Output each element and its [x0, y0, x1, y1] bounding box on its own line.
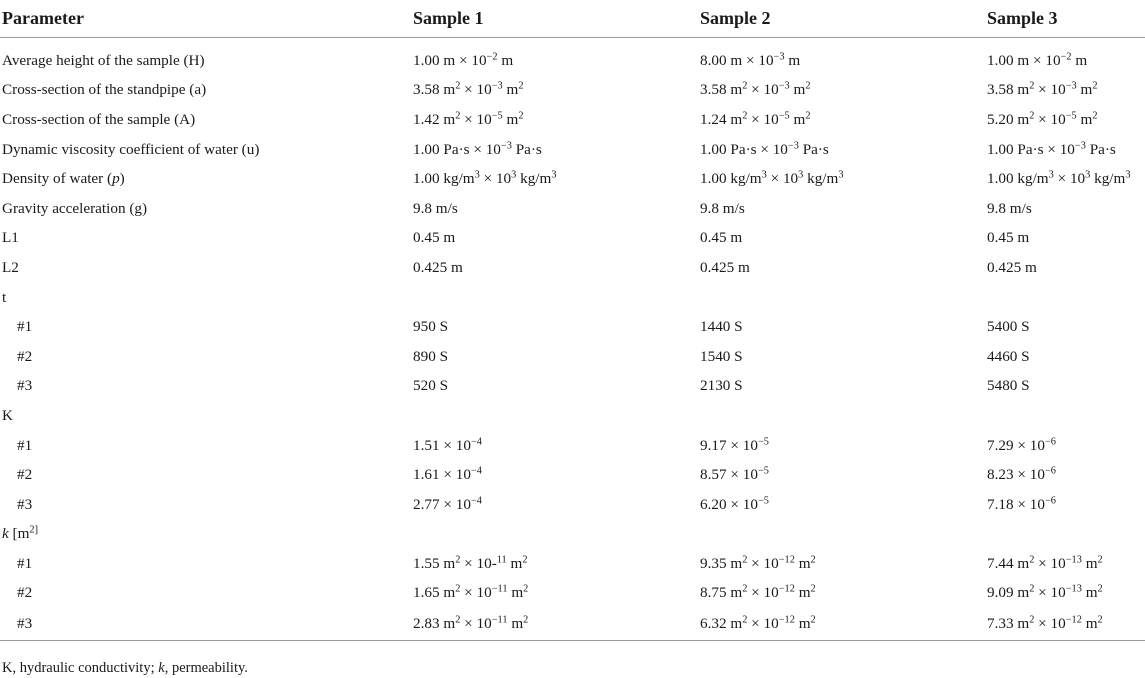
- table-row: [0, 372, 1145, 402]
- cell-sample-3: 7.44 $m^2 \times 10^{-13}$ $m^2$: [987, 554, 1103, 572]
- row-label: Cross-section of the standpipe (a): [2, 81, 207, 99]
- cell-sample-1: $1.51 \times 10^{-4}$: [413, 435, 482, 454]
- table-row: [0, 164, 1145, 194]
- cell-sample-2: $9.17 \times 10^{-5}$: [700, 435, 769, 454]
- cell-sample-1: 890 S: [413, 347, 449, 365]
- table-body: [0, 38, 1145, 641]
- cell-sample-3: 3.58 $m^2 \times 10^{-3}$ $m^2$: [987, 80, 1098, 99]
- row-label: Average height of the sample (H): [2, 51, 205, 69]
- cell-sample-3: 9.09 $m^2 \times 10^{-13}$ $m^2$: [987, 583, 1103, 602]
- cell-sample-3: 5.20 $m^2 \times 10^{-5}$ $m^2$: [987, 110, 1098, 128]
- table-row: [0, 224, 1145, 254]
- cell-sample-3: [985, 283, 1145, 313]
- cell-sample-2: [698, 520, 985, 550]
- table-row: [0, 312, 1145, 342]
- table-row: [0, 431, 1145, 461]
- cell-sample-1: 1.65 $m^2 \times 10^{-11}$ $m^2$: [413, 583, 529, 602]
- table-footnote: K, hydraulic conductivity; k, permeability.: [2, 660, 248, 676]
- cell-sample-1: 1.55 $m^2 \times 10-^{11}$ $m^2$: [413, 554, 528, 572]
- cell-sample-3: [985, 520, 1145, 550]
- table-row: [0, 490, 1145, 520]
- table-row: [0, 194, 1145, 224]
- cell-sample-1: $2.77 \times 10^{-4}$: [413, 495, 482, 513]
- row-label: #3: [17, 377, 33, 395]
- cell-sample-1: 1.00 $kg/m^3 \times 10^3$ $kg/m^3$: [413, 169, 557, 188]
- table-row: [0, 283, 1145, 313]
- cell-sample-2: $6.20 \times 10^{-5}$: [700, 495, 769, 513]
- cell-sample-3: 4460 S: [987, 347, 1030, 365]
- cell-sample-2: 1.24 $m^2 \times 10^{-5}$ $m^2$: [700, 110, 811, 128]
- row-label: #1: [17, 554, 33, 572]
- row-label: #1: [17, 436, 33, 454]
- table-row: [0, 135, 1145, 165]
- cell-sample-1: 0.425 m: [413, 258, 463, 276]
- table-row: [0, 342, 1145, 372]
- cell-sample-3: $8.23 \times 10^{-6}$: [987, 465, 1056, 484]
- table-row: [0, 460, 1145, 490]
- cell-sample-1: 1.00 $m \times 10^{-2}$ m: [413, 51, 514, 69]
- cell-sample-1: $1.61 \times 10^{-4}$: [413, 465, 482, 484]
- cell-sample-2: [698, 401, 985, 431]
- cell-sample-2: 1440 S: [700, 318, 743, 336]
- cell-sample-2: 6.32 $m^2 \times 10^{-12}$ $m^2$: [698, 608, 985, 641]
- table-row: [0, 608, 1145, 641]
- cell-sample-2: 1.00 $kg/m^3 \times 10^3$ $kg/m^3$: [700, 169, 844, 188]
- row-label: L2: [2, 258, 19, 276]
- table-row: [0, 105, 1145, 135]
- row-label: #1: [17, 318, 33, 336]
- cell-sample-3: 0.45 m: [987, 229, 1030, 247]
- cell-sample-2: 8.75 $m^2 \times 10^{-12}$ $m^2$: [700, 583, 816, 602]
- table-row: [0, 579, 1145, 609]
- row-label: #3: [0, 608, 411, 641]
- table-row: [0, 520, 1145, 550]
- cell-sample-3: 5400 S: [987, 318, 1030, 336]
- table-row: [0, 76, 1145, 106]
- row-label: Density of water (p): [2, 170, 125, 188]
- row-label: Cross-section of the sample (A): [2, 110, 196, 128]
- row-label: Dynamic viscosity coefficient of water (u): [2, 140, 260, 158]
- cell-sample-3: 5480 S: [987, 377, 1030, 395]
- row-label: #2: [17, 347, 33, 365]
- cell-sample-1: 2.83 $m^2 \times 10^{-11}$ $m^2$: [411, 608, 698, 641]
- cell-sample-2: 8.00 $m \times 10^{-3}$ m: [700, 51, 801, 69]
- cell-sample-2: [698, 283, 985, 313]
- cell-sample-1: 3.58 $m^2 \times 10^{-3}$ $m^2$: [413, 80, 524, 99]
- cell-sample-3: 0.425 m: [987, 258, 1037, 276]
- cell-sample-2: 0.45 m: [700, 229, 743, 247]
- header-sample-1: Sample 1: [411, 0, 698, 38]
- cell-sample-2: 9.8 m/s: [700, 199, 745, 217]
- cell-sample-2: 3.58 $m^2 \times 10^{-3}$ $m^2$: [700, 80, 811, 99]
- cell-sample-2: 1.00 $Pa\cdot s \times 10^{-3}$ Pa·s: [700, 139, 829, 158]
- row-label: L1: [2, 229, 19, 247]
- cell-sample-1: 1.00 $Pa\cdot s \times 10^{-3}$ Pa·s: [413, 139, 542, 158]
- cell-sample-1: 9.8 m/s: [413, 199, 458, 217]
- cell-sample-3: [985, 401, 1145, 431]
- cell-sample-2: 9.35 $m^2 \times 10^{-12}$ $m^2$: [700, 554, 816, 572]
- row-label: #2: [17, 584, 33, 602]
- cell-sample-1: 520 S: [413, 377, 449, 395]
- cell-sample-3: 1.00 $Pa\cdot s \times 10^{-3}$ Pa·s: [987, 139, 1116, 158]
- row-label: Gravity acceleration (g): [2, 199, 148, 217]
- header-sample-3: Sample 3: [985, 0, 1145, 38]
- cell-sample-1: 950 S: [413, 318, 449, 336]
- row-label: t: [2, 288, 7, 306]
- cell-sample-3: 1.00 $m \times 10^{-2}$ m: [987, 51, 1088, 69]
- cell-sample-2: $8.57 \times 10^{-5}$: [700, 465, 769, 484]
- row-label: #3: [17, 495, 33, 513]
- table-header-row: [0, 0, 1145, 38]
- cell-sample-1: [411, 401, 698, 431]
- cell-sample-2: 0.425 m: [700, 258, 750, 276]
- cell-sample-1: [411, 283, 698, 313]
- header-parameter: Parameter: [0, 0, 411, 38]
- table-row: [0, 401, 1145, 431]
- cell-sample-1: 1.42 $m^2 \times 10^{-5}$ $m^2$: [413, 110, 524, 128]
- row-label: k [$m^{2]}$: [2, 524, 39, 543]
- cell-sample-1: 0.45 m: [413, 229, 456, 247]
- row-label: #2: [17, 466, 33, 484]
- cell-sample-3: $7.18 \times 10^{-6}$: [987, 495, 1056, 513]
- cell-sample-3: 7.33 $m^2 \times 10^{-12}$ $m^2$: [985, 608, 1145, 641]
- cell-sample-1: [411, 520, 698, 550]
- table-row: [0, 253, 1145, 283]
- row-label: K: [2, 406, 13, 424]
- cell-sample-3: 9.8 m/s: [987, 199, 1032, 217]
- table-row: [0, 549, 1145, 579]
- cell-sample-2: 1540 S: [700, 347, 743, 365]
- cell-sample-3: 1.00 $kg/m^3 \times 10^3$ $kg/m^3$: [987, 169, 1131, 188]
- cell-sample-3: $7.29 \times 10^{-6}$: [987, 435, 1056, 454]
- cell-sample-2: 2130 S: [700, 377, 743, 395]
- header-sample-2: Sample 2: [698, 0, 985, 38]
- table-row: [0, 38, 1145, 76]
